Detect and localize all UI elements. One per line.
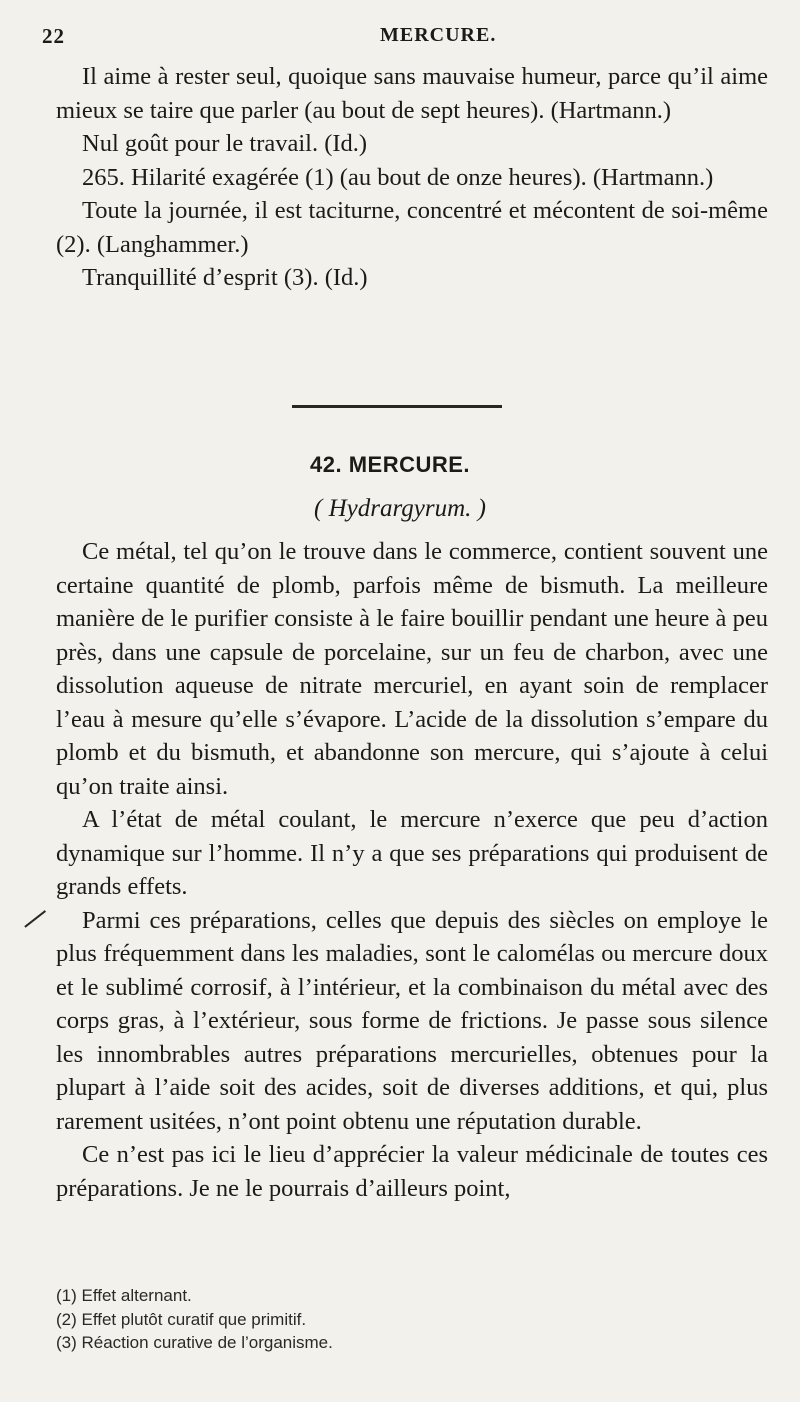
running-head [42,24,762,54]
paragraph: Ce métal, tel qu’on le trouve dans le commerce, contient souvent une certaine quantité de plomb, parfois même de bismuth. La meilleure manière de le purifier consiste à le faire bouillir pendant une heure à peu près, dans une capsule de porcelaine, sur un feu de charbon, avec une dissolution aqueuse de nitrate mercuriel, en ayant soin de remplacer l’eau à mesure qu’elle s’évapore. L’acide de la dissolution s’empare du plomb et du bismuth, et abandonne son mercure, qui s’ajoute à celui qu’on traite ainsi. [56,538,768,800]
running-title: MERCURE. [380,24,497,46]
section-divider [292,405,502,408]
paragraph: Il aime à rester seul, quoique sans mauvaise humeur, parce qu’il aime mieux se taire que parler (au bout de sept heures). (Hartmann.) [56,63,768,124]
footnotes [56,1284,756,1355]
footnote: (3) Réaction curative de l’organisme. [56,1333,333,1352]
footnote: (2) Effet plutôt curatif que primitif. [56,1309,307,1329]
section-body [56,535,768,1205]
section-subtitle: ( Hydrargyrum. ) [314,495,486,522]
section-title: 42. MERCURE. [310,452,471,477]
margin-pencil-mark [24,910,45,927]
previous-section-text [56,60,768,295]
footnote: (1) Effet alternant. [56,1286,192,1305]
paragraph: Toute la journée, il est taciturne, concentré et mécontent de soi-même (2). (Langhammer.) [56,197,768,258]
paragraph: Parmi ces préparations, celles que depuis des siècles on employe le plus fréquemment dans les maladies, sont le calomélas ou mercure doux et le sublimé corrosif, à l’intérieur, et la combinaison du métal avec des corps gras, à l’extérieur, sous forme de frictions. Je passe sous silence les innombrables autres préparations mercurielles, obtenues pour la plupart à l’aide soit des acides, soit de diverses additions, et qui, plus rarement usitées, n’ont point obtenu une réputation durable. [56,906,768,1135]
paragraph: Tranquillité d’esprit (3). (Id.) [82,264,368,291]
paragraph: Ce n’est pas ici le lieu d’apprécier la valeur médicinale de toutes ces préparations. Je ne le pourrais d’ailleurs point, [56,1141,768,1202]
paragraph: A l’état de métal coulant, le mercure n’exerce que peu d’action dynamique sur l’homme. Il n’y a que ses préparations qui produisent de grands effets. [56,806,768,900]
paragraph: Nul goût pour le travail. (Id.) [82,130,368,157]
paragraph: 265. Hilarité exagérée (1) (au bout de onze heures). (Hartmann.) [82,163,714,191]
page-number: 22 [42,24,65,48]
